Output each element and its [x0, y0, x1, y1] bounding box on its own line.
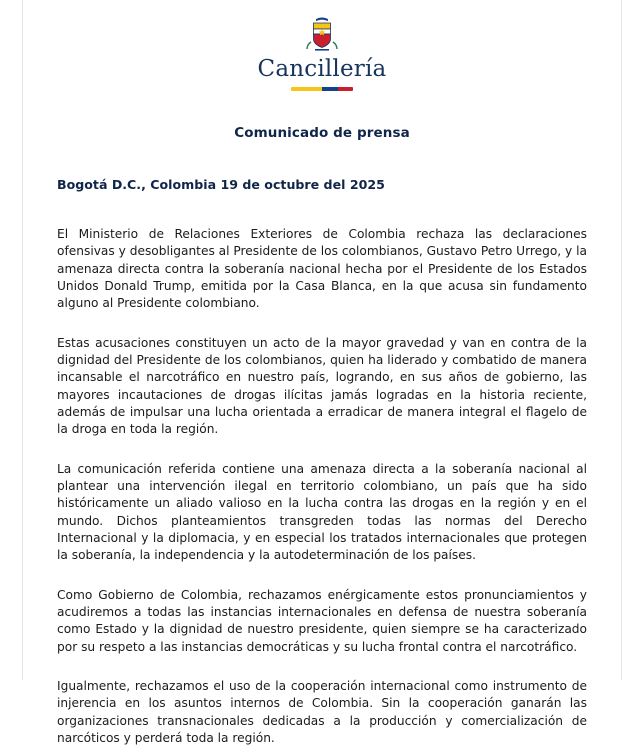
paragraph: La comunicación referida contiene una amenaza directa a la soberanía nacional al plantear una intervención ilegal en territorio colombiano, un país que ha sido históricamente un aliado valioso en la lucha contra las drogas en la región y en el mundo. Dichos planteamientos transgreden todas las normas del Derecho Internacional y la diplomacia, y en especial los tratados internacionales que protegen la soberanía, la independencia y la autodeterminación de los países. — [57, 461, 587, 563]
dateline: Bogotá D.C., Colombia 19 de octubre del 2025 — [57, 177, 385, 192]
page-title: Comunicado de prensa — [234, 125, 410, 141]
page-left-rule — [22, 0, 23, 680]
masthead — [0, 0, 644, 91]
paragraph: Igualmente, rechazamos el uso de la cooperación internacional como instrumento de injerencia en los asuntos internos de Colombia. Sin la cooperación ganarán las organizaciones transnacionales dedicadas a la producción y comercialización de narcóticos y perderá toda la región. — [57, 678, 587, 745]
brand-wordmark: Cancillería — [257, 56, 387, 82]
document-body — [0, 177, 644, 747]
paragraph: Estas acusaciones constituyen un acto de la mayor gravedad y van en contra de la dignidad del Presidente de los colombianos, quien ha liderado y combatido de manera incansable el narcotráfico en nuestro país, logrando, en sus años de gobierno, las mayores incautaciones de drogas ilícitas jamás logradas en la historia reciente, además de impulsar una lucha orientada a erradicar de manera integral el flagelo de la droga en toda la región. — [57, 335, 587, 437]
colombia-coat-of-arms-icon — [305, 16, 339, 52]
page-right-rule — [621, 0, 622, 680]
paragraph: Como Gobierno de Colombia, rechazamos enérgicamente estos pronunciamientos y acudiremos a todas las instancias internacionales en defensa de nuestra soberanía como Estado y la dignidad de nuestro presidente, quien siempre se ha caracterizado por su respeto a las instancias democráticas y su lucha frontal contra el narcotráfico. — [57, 587, 587, 654]
paragraph: El Ministerio de Relaciones Exteriores de Colombia rechaza las declaraciones ofensivas y desobligantes al Presidente de los colombianos, Gustavo Petro Urrego, y la amenaza directa contra la soberanía nacional hecha por el Presidente de los Estados Unidos Donald Trump, emitida por la Casa Blanca, en la que acusa sin fundamento alguno al Presidente colombiano. — [57, 227, 587, 311]
colombia-flag-bar-icon — [291, 87, 353, 91]
